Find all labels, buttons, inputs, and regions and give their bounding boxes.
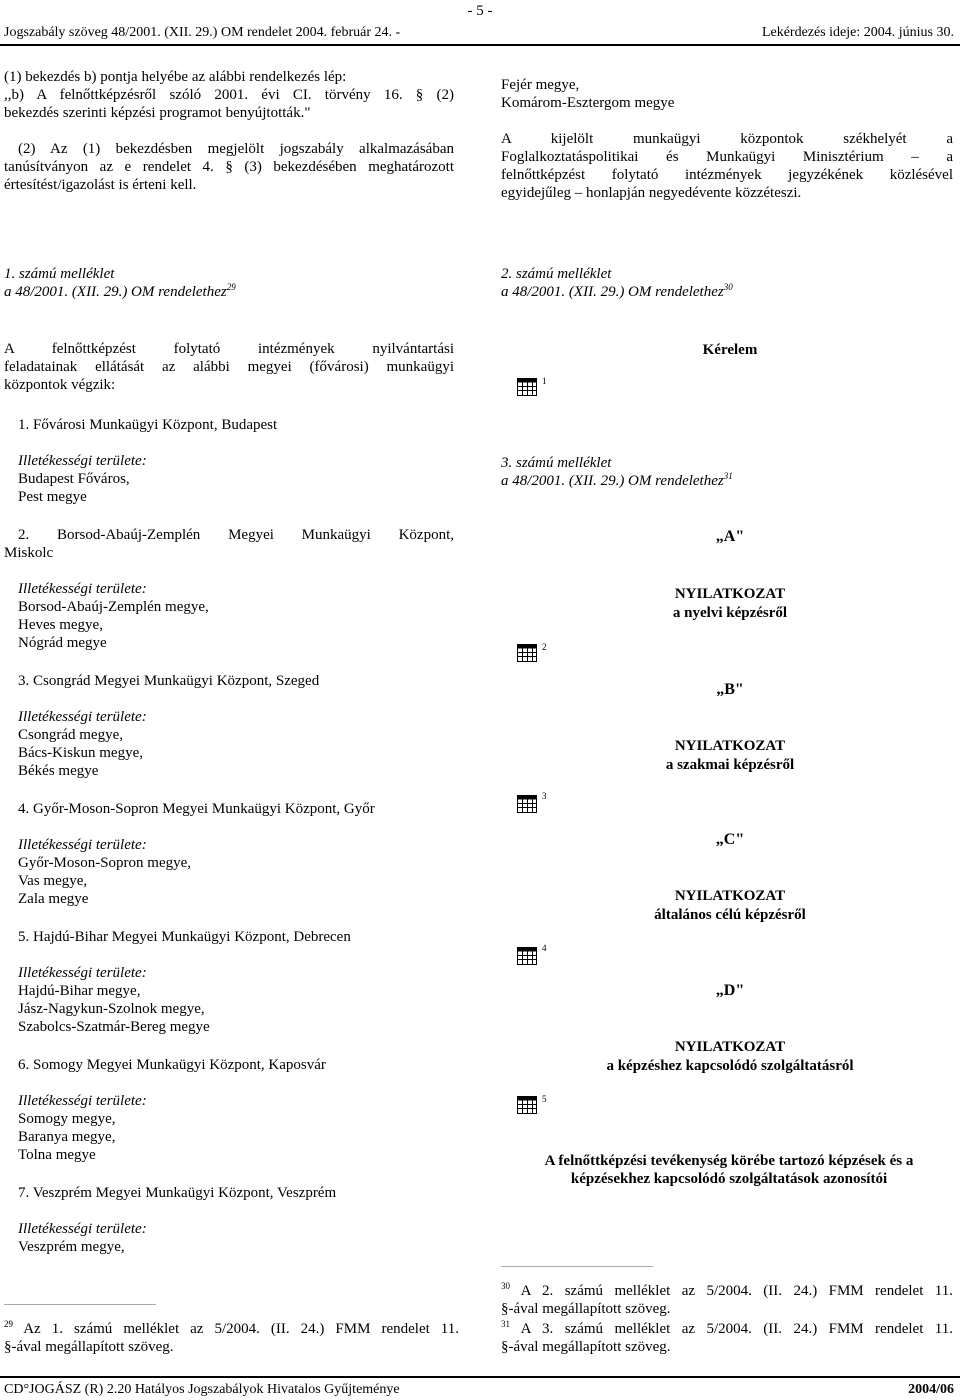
centre-name: 3. Csongrád Megyei Munkaügyi Központ, Szeged	[18, 673, 320, 689]
county-line-1: Fejér megye,	[501, 77, 580, 93]
annex1-title: 1. számú melléklet	[4, 266, 115, 282]
footnote-30-line-2: §-ával megállapított szöveg.	[501, 1301, 671, 1317]
annex2-title: 2. számú melléklet	[501, 266, 612, 282]
section-b-letter: „B"	[716, 681, 744, 698]
annex2-heading	[501, 265, 733, 301]
footnote-number: 29	[4, 1319, 13, 1329]
territory-area: Jász-Nagykun-Szolnok megye,	[18, 1001, 205, 1017]
right-intro	[501, 76, 953, 202]
page-number: - 5 -	[467, 3, 493, 19]
attachment-number: 5	[542, 1094, 547, 1104]
territory-label: Illetékességi területe:	[18, 453, 147, 469]
territory-area: Szabolcs-Szatmár-Bereg megye	[18, 1019, 210, 1035]
centre-name: 1. Fővárosi Munkaügyi Központ, Budapest	[18, 417, 278, 433]
closing-line-1: A felnőttképzési tevékenység körébe tartozó képzések és a	[544, 1153, 914, 1169]
footer-publisher: CD°JOGÁSZ (R) 2.20 Hatályos Jogszabályok Hivatalos Gyűjteménye	[4, 1382, 400, 1397]
territory-area: Vas megye,	[18, 873, 88, 889]
header-rule	[0, 44, 960, 46]
section-d-subtitle: a képzéshez kapcsolódó szolgáltatásról	[606, 1058, 854, 1074]
section-a-title: NYILATKOZAT	[674, 586, 786, 602]
territory-area: Pest megye	[18, 489, 87, 505]
section-c-subtitle: általános célú képzésről	[654, 907, 806, 923]
annex1-intro-line-2: feladatainak ellátását az alábbi megyei (fővárosi) munkaügyi	[4, 359, 454, 375]
territory-label: Illetékességi területe:	[18, 965, 147, 981]
annex1-intro-line-1: A felnőttképzést folytató intézmények nyilvántartási	[4, 341, 454, 357]
annex1-ref: a 48/2001. (XII. 29.) OM rendelethez$^{29}$	[4, 282, 236, 300]
territory-area: Békés megye	[18, 763, 99, 779]
footnote-31-line-1: $^{31}$ A 3. számú melléklet az 5/2004. (II. 24.) FMM rendelet 11.	[501, 1319, 953, 1337]
section-a-subtitle: a nyelvi képzésről	[672, 605, 788, 621]
footnote-ref-29[interactable]: 29	[226, 282, 236, 292]
territory-area: Csongrád megye,	[18, 727, 123, 743]
territory-area: Hajdú-Bihar megye,	[18, 983, 141, 999]
territory-area: Tolna megye	[18, 1147, 96, 1163]
territory-area: Borsod-Abaúj-Zemplén megye,	[18, 599, 209, 615]
footnote-ref-30[interactable]: 30	[723, 282, 733, 292]
list-item	[4, 800, 454, 908]
list-item	[4, 416, 454, 506]
footer-edition: 2004/06	[908, 1382, 954, 1397]
footnote-separator	[4, 1304, 156, 1305]
publication-line-3: felnőttképzést folytató intézmények jegyzékének közlésével	[501, 167, 953, 183]
centre-name-cont: Miskolc	[4, 545, 54, 561]
territory-label: Illetékességi területe:	[18, 837, 147, 853]
footnote-29-line-2: §-ával megállapított szöveg.	[4, 1339, 174, 1355]
attachment-icon[interactable]	[517, 795, 537, 813]
closing-line-2: képzésekhez kapcsolódó szolgáltatások azonosítói	[570, 1171, 888, 1187]
territory-label: Illetékességi területe:	[18, 581, 147, 597]
attachment-number: 2	[542, 642, 547, 652]
amendment-line-3: bekezdés szerinti képzési programot benyújtották."	[4, 105, 311, 121]
annex2-ref: a 48/2001. (XII. 29.) OM rendelethez$^{30}$	[501, 282, 733, 300]
footer-rule	[0, 1376, 960, 1378]
territory-area: Nógrád megye	[18, 635, 107, 651]
publication-line-4: egyidejűleg – honlapján negyedévente közzéteszi.	[501, 185, 802, 201]
attachment-icon[interactable]	[517, 644, 537, 662]
centre-list	[4, 416, 454, 1256]
territory-area: Győr-Moson-Sopron megye,	[18, 855, 192, 871]
footnote-30-line-1: $^{30}$ A 2. számú melléklet az 5/2004. (II. 24.) FMM rendelet 11.	[501, 1281, 953, 1299]
header-query-date: Lekérdezés ideje: 2004. június 30.	[761, 25, 954, 40]
header-document-title: Jogszabály szöveg 48/2001. (XII. 29.) OM rendelet 2004. február 24. -	[4, 25, 401, 40]
territory-label: Illetékességi területe:	[18, 1221, 147, 1237]
attachment-icon[interactable]	[517, 947, 537, 965]
centre-name: 5. Hajdú-Bihar Megyei Munkaügyi Központ, Debrecen	[18, 929, 351, 945]
centre-name: 2. Borsod-Abaúj-Zemplén Megyei Munkaügyi Központ,	[18, 527, 454, 543]
para2-line-2: tanúsítványon az e rendelet 4. § (3) bekezdésében meghatározott	[4, 159, 454, 175]
annex1-intro-line-3: központok végzik:	[4, 377, 116, 393]
annex1-intro	[4, 340, 454, 394]
attachment-number: 4	[542, 943, 547, 953]
county-line-2: Komárom-Esztergom megye	[501, 95, 675, 111]
publication-line-2: Foglalkoztatáspolitikai és Munkaügyi Minisztérium – a	[501, 149, 953, 165]
list-item	[4, 672, 454, 780]
territory-area: Zala megye	[18, 891, 89, 907]
para2-line-1: (2) Az (1) bekezdésben megjelölt jogszabály alkalmazásában	[18, 141, 454, 157]
footnote-29-line-1: $^{29}$ Az 1. számú melléklet az 5/2004. (II. 24.) FMM rendelet 11.	[4, 1319, 459, 1337]
footnote-29	[4, 1320, 459, 1356]
annex3-title: 3. számú melléklet	[501, 455, 612, 471]
footnote-separator	[501, 1266, 653, 1267]
left-intro	[4, 68, 454, 194]
closing-statement	[501, 1152, 957, 1188]
attachment-icon[interactable]	[517, 1096, 537, 1114]
section-d-letter: „D"	[715, 982, 745, 999]
annex1-heading	[4, 265, 236, 301]
footnote-31	[501, 1320, 953, 1356]
centre-name: 7. Veszprém Megyei Munkaügyi Központ, Veszprém	[18, 1185, 337, 1201]
territory-area: Somogy megye,	[18, 1111, 116, 1127]
footnote-31-line-2: §-ával megállapított szöveg.	[501, 1339, 671, 1355]
footnote-number: 31	[501, 1319, 510, 1329]
list-item	[4, 1184, 454, 1256]
footnote-number: 30	[501, 1281, 510, 1291]
footnote-ref-31[interactable]: 31	[723, 471, 733, 481]
territory-area: Budapest Főváros,	[18, 471, 130, 487]
list-item	[4, 928, 454, 1036]
attachment-icon[interactable]	[517, 378, 537, 396]
attachment-number: 1	[542, 376, 547, 386]
section-b-subtitle: a szakmai képzésről	[665, 757, 795, 773]
attachment-number: 3	[542, 791, 547, 801]
section-d-title: NYILATKOZAT	[674, 1039, 786, 1055]
request-heading: Kérelem	[702, 342, 758, 358]
territory-area: Baranya megye,	[18, 1129, 116, 1145]
section-b-title: NYILATKOZAT	[674, 738, 786, 754]
footnote-30	[501, 1282, 953, 1318]
centre-name: 6. Somogy Megyei Munkaügyi Központ, Kaposvár	[18, 1057, 326, 1073]
list-item	[4, 1056, 454, 1164]
centre-name: 4. Győr-Moson-Sopron Megyei Munkaügyi Központ, Győr	[18, 801, 375, 817]
para2-line-3: értesítést/igazolást is érteni kell.	[4, 177, 197, 193]
amendment-line-1: (1) bekezdés b) pontja helyébe az alábbi rendelkezés lép:	[4, 69, 347, 85]
section-c-title: NYILATKOZAT	[674, 888, 786, 904]
territory-area: Heves megye,	[18, 617, 103, 633]
publication-line-1: A kijelölt munkaügyi központok székhelyét a	[501, 131, 953, 147]
amendment-line-2: ,,b) A felnőttképzésről szóló 2001. évi CI. törvény 16. § (2)	[4, 87, 454, 103]
annex3-ref: a 48/2001. (XII. 29.) OM rendelethez$^{31}$	[501, 471, 733, 489]
territory-label: Illetékességi területe:	[18, 709, 147, 725]
territory-area: Veszprém megye,	[18, 1239, 125, 1255]
section-a-letter: „A"	[715, 528, 745, 545]
territory-area: Bács-Kiskun megye,	[18, 745, 143, 761]
list-item	[4, 526, 454, 652]
section-c-letter: „C"	[715, 831, 745, 848]
annex3-heading	[501, 454, 733, 490]
territory-label: Illetékességi területe:	[18, 1093, 147, 1109]
